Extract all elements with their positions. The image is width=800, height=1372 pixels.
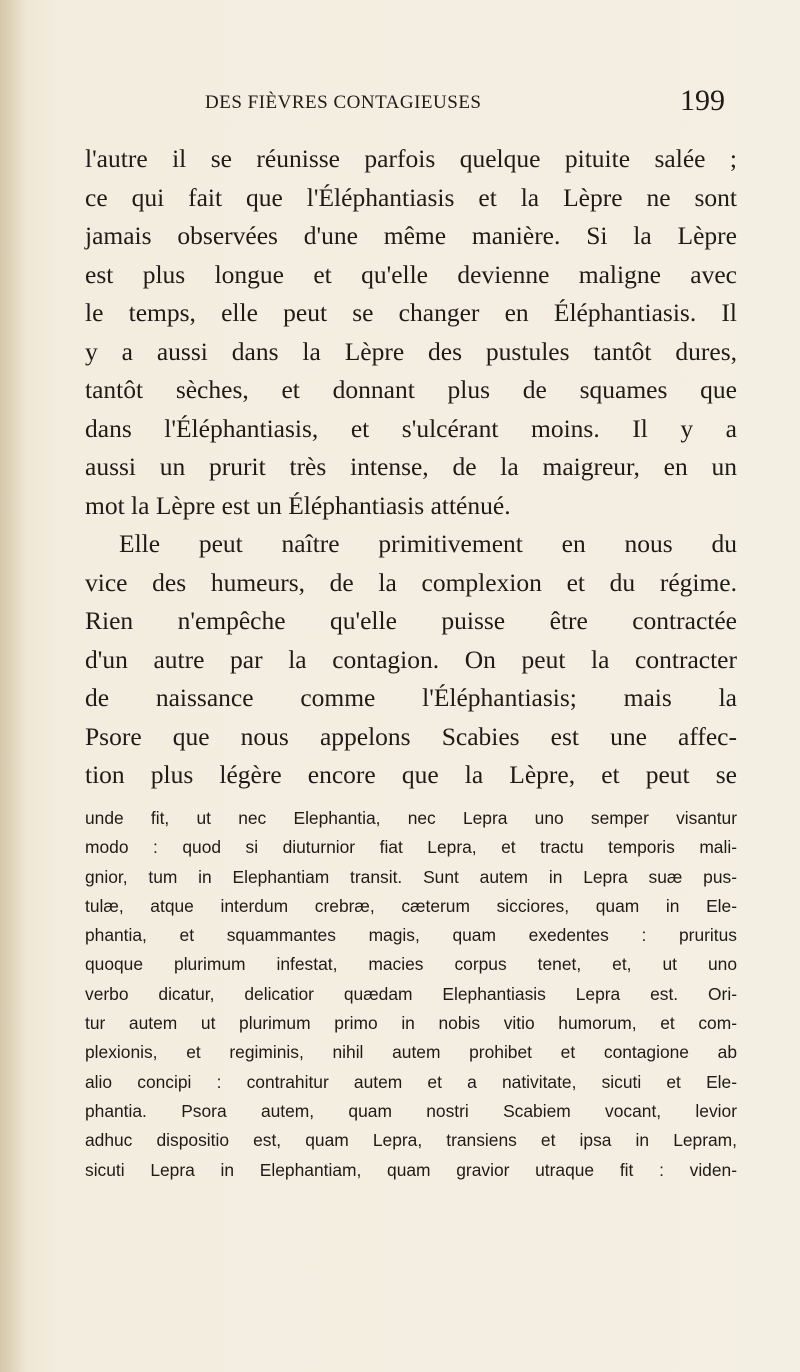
note-line: gnior, tum in Elephantiam transit. Sunt autem in Lepra suæ pus-	[85, 866, 737, 887]
text-line: l'autre il se réunisse parfois quelque pituite salée ;	[85, 144, 737, 173]
note-line: unde fit, ut nec Elephantia, nec Lepra uno semper visantur	[85, 808, 737, 828]
note-line: quoque plurimum infestat, macies corpus tenet, et, ut uno	[85, 954, 737, 975]
latin-notes-block	[85, 804, 737, 1185]
text-line: tantôt sèches, et donnant plus de squames que	[85, 375, 737, 404]
text-line: ce qui fait que l'Éléphantiasis et la Lèpre ne sont	[85, 182, 737, 212]
running-head-title: DES FIÈVRES CONTAGIEUSES	[205, 92, 482, 113]
text-line: vice des humeurs, de la complexion et du régime.	[85, 567, 737, 597]
text-line: d'un autre par la contagion. On peut la contracter	[85, 644, 737, 674]
page-number: 199	[680, 84, 725, 117]
note-line: alio concipi : contrahitur autem et a nativitate, sicuti et Ele-	[85, 1071, 737, 1092]
text-line: jamais observées d'une même manière. Si la Lèpre	[85, 221, 737, 250]
note-line: phantia. Psora autem, quam nostri Scabiem vocant, levior	[85, 1100, 737, 1121]
running-head	[205, 84, 725, 120]
note-line: plexionis, et regiminis, nihil autem prohibet et contagione ab	[85, 1042, 737, 1063]
note-line: tulæ, atque interdum crebræ, cæterum sicciores, quam in Ele-	[85, 895, 737, 916]
main-text-block	[85, 140, 737, 795]
text-line: aussi un prurit très intense, de la maigreur, en un	[85, 452, 737, 481]
text-line: dans l'Éléphantiasis, et s'ulcérant moins. Il y a	[85, 413, 737, 443]
text-line: Psore que nous appelons Scabies est une affec-	[85, 721, 737, 751]
text-line: Rien n'empêche qu'elle puisse être contractée	[85, 606, 737, 635]
note-line: sicuti Lepra in Elephantiam, quam gravior utraque fit : viden-	[85, 1159, 737, 1180]
text-line: de naissance comme l'Éléphantiasis; mais la	[85, 683, 737, 712]
text-line: le temps, elle peut se changer en Éléphantiasis. Il	[85, 298, 737, 327]
note-line: modo : quod si diuturnior fiat Lepra, et tractu temporis mali-	[85, 837, 737, 858]
note-line: verbo dicatur, delicatior quædam Elephantiasis Lepra est. Ori-	[85, 983, 737, 1004]
text-line: y a aussi dans la Lèpre des pustules tantôt dures,	[85, 336, 737, 366]
note-line: phantia, et squammantes magis, quam exedentes : pruritus	[85, 925, 737, 946]
text-line: Elle peut naître primitivement en nous du	[119, 529, 737, 558]
text-line: mot la Lèpre est un Éléphantiasis atténué.	[85, 490, 511, 520]
note-line: adhuc dispositio est, quam Lepra, transiens et ipsa in Lepram,	[85, 1130, 737, 1151]
note-line: tur autem ut plurimum primo in nobis vitio humorum, et com-	[85, 1013, 737, 1034]
text-line: est plus longue et qu'elle devienne maligne avec	[85, 259, 737, 289]
binding-gutter-shadow	[0, 0, 28, 1372]
text-line: tion plus légère encore que la Lèpre, et peut se	[85, 760, 737, 789]
